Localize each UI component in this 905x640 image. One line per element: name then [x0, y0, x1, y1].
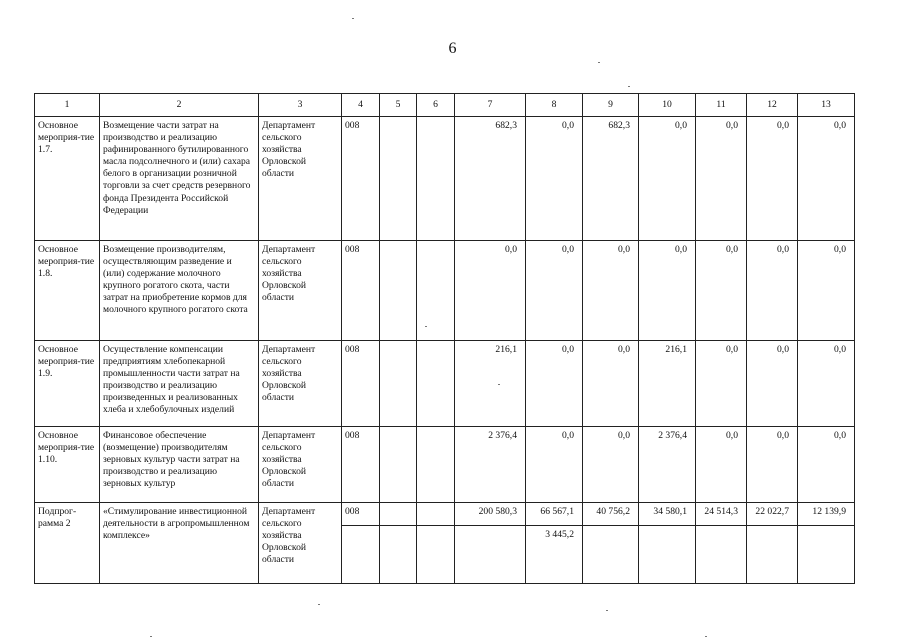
row-value: 682,3	[455, 117, 526, 241]
row-executor: Департамент сельского хозяйства Орловской области	[259, 341, 342, 427]
scan-speck	[705, 636, 707, 637]
header-cell: 8	[526, 94, 583, 117]
page-number: 6	[448, 40, 457, 57]
row-value: 34 580,1	[639, 503, 696, 526]
subprogram-row	[35, 503, 855, 526]
row-cell	[417, 341, 455, 427]
header-cell: 4	[342, 94, 380, 117]
budget-table	[34, 93, 855, 584]
header-cell: 6	[417, 94, 455, 117]
table-row	[35, 341, 855, 427]
row-cell	[583, 526, 639, 584]
row-cell	[455, 526, 526, 584]
row-value: 0,0	[798, 117, 855, 241]
row-description: Финансовое обеспечение (возмещение) производителям зерновых культур части затрат на производство и реализацию зерновых культур	[100, 427, 259, 503]
row-value: 0,0	[526, 241, 583, 341]
header-cell: 9	[583, 94, 639, 117]
scan-speck	[628, 86, 630, 87]
row-value: 3 445,2	[526, 526, 583, 584]
row-cell	[380, 341, 417, 427]
row-executor: Департамент сельского хозяйства Орловской области	[259, 241, 342, 341]
row-value: 216,1	[639, 341, 696, 427]
table-row	[35, 117, 855, 241]
row-value: 682,3	[583, 117, 639, 241]
row-code: 008	[342, 341, 380, 427]
row-value: 0,0	[455, 241, 526, 341]
row-cell	[639, 526, 696, 584]
row-cell	[696, 526, 747, 584]
header-cell: 3	[259, 94, 342, 117]
row-cell	[417, 241, 455, 341]
row-value: 2 376,4	[639, 427, 696, 503]
row-value: 0,0	[798, 241, 855, 341]
row-cell	[417, 526, 455, 584]
row-value: 40 756,2	[583, 503, 639, 526]
row-cell	[380, 427, 417, 503]
row-value: 66 567,1	[526, 503, 583, 526]
scan-speck	[598, 62, 600, 63]
row-cell	[798, 526, 855, 584]
row-cell	[380, 503, 417, 526]
scan-speck	[318, 604, 320, 605]
row-description: Возмещение производителям, осуществляющим разведение и (или) содержание молочного крупного рогатого скота, части затрат на приобретение кормов для молочного крупного рогатого скота	[100, 241, 259, 341]
row-value: 0,0	[696, 341, 747, 427]
row-cell	[417, 503, 455, 526]
row-cell	[417, 117, 455, 241]
row-value: 0,0	[696, 241, 747, 341]
scan-speck	[606, 610, 608, 611]
row-value: 0,0	[639, 241, 696, 341]
row-executor: Департамент сельского хозяйства Орловской области	[259, 503, 342, 584]
row-value: 0,0	[747, 241, 798, 341]
header-cell: 12	[747, 94, 798, 117]
header-cell: 7	[455, 94, 526, 117]
row-cell	[380, 117, 417, 241]
row-value: 0,0	[583, 341, 639, 427]
row-description: Возмещение части затрат на производство и реализацию рафинированного бутилированного масла подсолнечного и (или) сахара белого в организации розничной торговли за счет средств резервного фонда Президента Российской Федерации	[100, 117, 259, 241]
row-value: 0,0	[747, 117, 798, 241]
row-value: 0,0	[747, 341, 798, 427]
scan-speck	[352, 18, 354, 19]
row-code: 008	[342, 241, 380, 341]
row-code: 008	[342, 117, 380, 241]
row-value: 0,0	[583, 427, 639, 503]
row-label: Основное мероприя-тие 1.7.	[35, 117, 100, 241]
row-cell	[380, 526, 417, 584]
row-value: 22 022,7	[747, 503, 798, 526]
row-executor: Департамент сельского хозяйства Орловской области	[259, 117, 342, 241]
header-cell: 10	[639, 94, 696, 117]
row-cell	[380, 241, 417, 341]
row-cell	[417, 427, 455, 503]
row-value: 0,0	[696, 117, 747, 241]
header-cell: 13	[798, 94, 855, 117]
row-cell	[342, 526, 380, 584]
row-description: Осуществление компенсации предприятиям хлебопекарной промышленности части затрат на производство и реализацию произведенных и реализованных хлеба и хлебобулочных изделий	[100, 341, 259, 427]
row-value: 0,0	[747, 427, 798, 503]
row-value: 2 376,4	[455, 427, 526, 503]
row-label: Основное мероприя-тие 1.9.	[35, 341, 100, 427]
row-value: 0,0	[798, 427, 855, 503]
row-label: Подпрог-рамма 2	[35, 503, 100, 584]
table-row	[35, 427, 855, 503]
row-value: 24 514,3	[696, 503, 747, 526]
row-value: 0,0	[639, 117, 696, 241]
row-executor: Департамент сельского хозяйства Орловской области	[259, 427, 342, 503]
row-label: Основное мероприя-тие 1.8.	[35, 241, 100, 341]
row-value: 0,0	[696, 427, 747, 503]
row-value: 0,0	[526, 427, 583, 503]
header-cell: 11	[696, 94, 747, 117]
header-cell: 2	[100, 94, 259, 117]
header-row	[35, 94, 855, 117]
row-description: «Стимулирование инвестиционной деятельности в агропромышленном комплексе»	[100, 503, 259, 584]
row-value: 0,0	[798, 341, 855, 427]
row-value: 12 139,9	[798, 503, 855, 526]
scan-speck	[425, 326, 427, 327]
row-cell	[747, 526, 798, 584]
header-cell: 1	[35, 94, 100, 117]
row-value: 0,0	[583, 241, 639, 341]
row-value: 0,0	[526, 117, 583, 241]
row-value: 216,1	[455, 341, 526, 427]
scan-speck	[498, 384, 500, 385]
row-value: 200 580,3	[455, 503, 526, 526]
row-code: 008	[342, 503, 380, 526]
row-value: 0,0	[526, 341, 583, 427]
scan-speck	[150, 636, 152, 637]
row-label: Основное мероприя-тие 1.10.	[35, 427, 100, 503]
header-cell: 5	[380, 94, 417, 117]
table-row	[35, 241, 855, 341]
row-code: 008	[342, 427, 380, 503]
